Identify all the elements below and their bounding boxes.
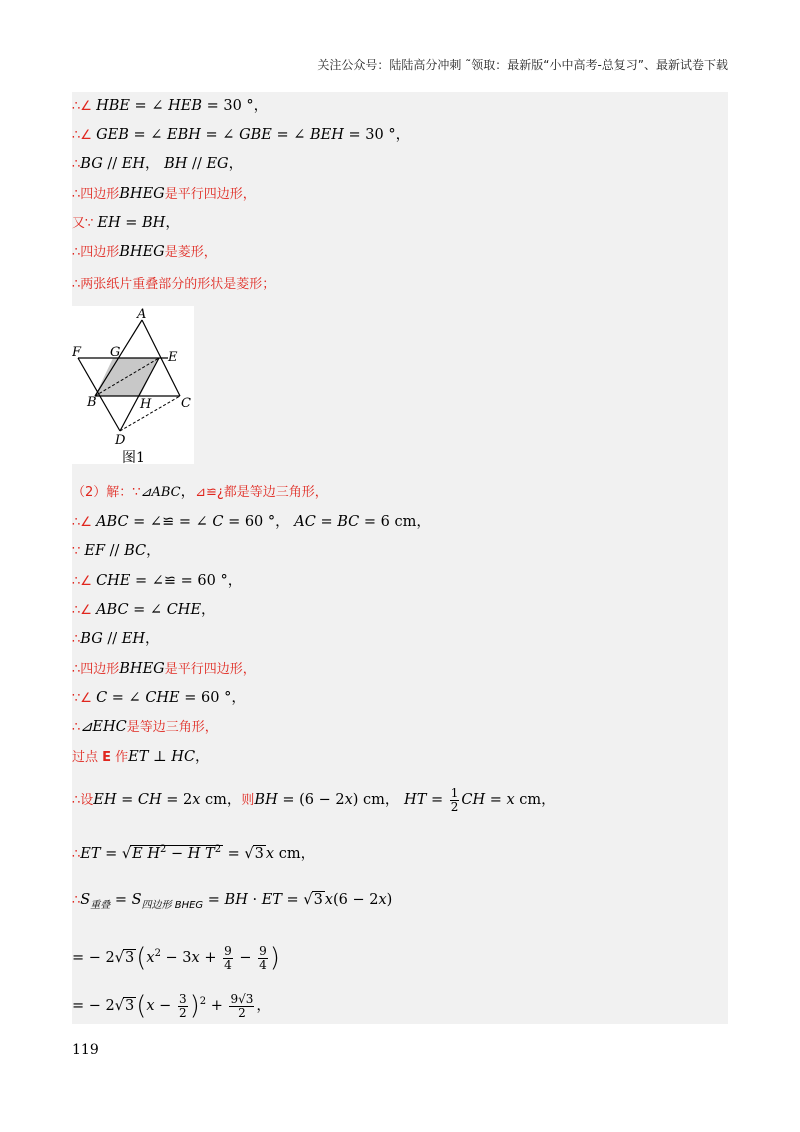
part2-line-1: （2）解：∵⊿ABC，⊿≌¿都是等边三角形， [72,484,328,500]
proof-line-7: ∴两张纸片重叠部分的形状是菱形； [72,277,276,292]
label-e: E [168,350,178,365]
part2-line-2: ∴∠ ABC = ∠≌ = ∠ C = 60 °， AC = BC = 6 cm， [72,514,431,530]
label-c: C [181,396,191,411]
proof-line-5: 又∵ EH = BH， [72,215,180,231]
proof-line-4: ∴四边形BHEG是平行四边形， [72,186,256,202]
part2-line-14: = − $2√3(x^2 - 3x$ + $\frac{9}{4}$ − $\frac{9}{4}$ ) [72,943,280,973]
proof-line-2: ∴∠ GEB = ∠ EBH = ∠ GBE = ∠ BEH = 30 °， [72,127,411,143]
part2-line-11: ∴设EH = CH = 2x cm，则BH = (6 − 2x) cm， HT = $\frac{1}{2}$ CH = x cm， [72,785,556,814]
figure-1 [72,306,194,464]
label-h: H [140,397,152,412]
part2-line-13: $\therefore S_{重叠} = S_{四边形 BHEG}$ = BH · ET = √3 x(6 − 2x) [72,892,393,911]
fraction-nine-fourths-a: $\frac{9}{4}$ [224,943,232,972]
fraction-nine-root3-halves: $\frac{9√3}{2}$ [230,991,254,1020]
label-g: G [110,345,121,360]
part2-line-6: ∴BG // EH， [72,631,160,647]
proof-line-6: ∴四边形BHEG是菱形， [72,244,217,260]
figure-caption: 图1 [122,450,145,466]
part2-line-9: ∴⊿EHC是等边三角形， [72,719,218,735]
part2-line-15: = − 2√3(x − $\frac{3}{2}$ )$^2$ + $\frac{9√3}{2}$ ， [72,991,271,1021]
fraction-three-halves: $\frac{3}{2}$ [178,991,187,1020]
part2-line-8: ∵∠ C = ∠ CHE = 60 °， [72,690,246,706]
proof-line-1: ∴∠ HBE = ∠ HEB = 30 °， [72,98,269,114]
part2-line-12: ∴ET = √E $H^2 - H$ $T^2 = √3$ x cm， [72,844,316,862]
part2-line-3: ∵ EF // BC， [72,543,161,559]
part2-line-4: ∴∠ CHE = ∠≌ = 60 °， [72,573,243,589]
geometry-diagram [72,306,194,446]
label-d: D [115,433,126,446]
page-number: 119 [72,1042,99,1058]
fraction-half: $\frac{1}{2}$ [450,785,459,814]
page-header: 关注公众号：陆陆高分冲刺 ˜领取：最新版“小中高考-总复习”、最新试卷下载 [317,58,728,72]
label-a: A [137,307,147,322]
part2-line-10: 过点 E 作ET ⊥ HC， [72,749,210,765]
label-f: F [72,345,82,360]
fraction-nine-fourths-b: $\frac{9}{4}$ [259,943,267,972]
part2-line-7: ∴四边形BHEG是平行四边形， [72,661,256,677]
label-b: B [87,395,97,410]
proof-line-3: ∴BG // EH， BH // EG， [72,156,244,172]
part2-line-5: ∴∠ ABC = ∠ CHE， [72,602,216,618]
